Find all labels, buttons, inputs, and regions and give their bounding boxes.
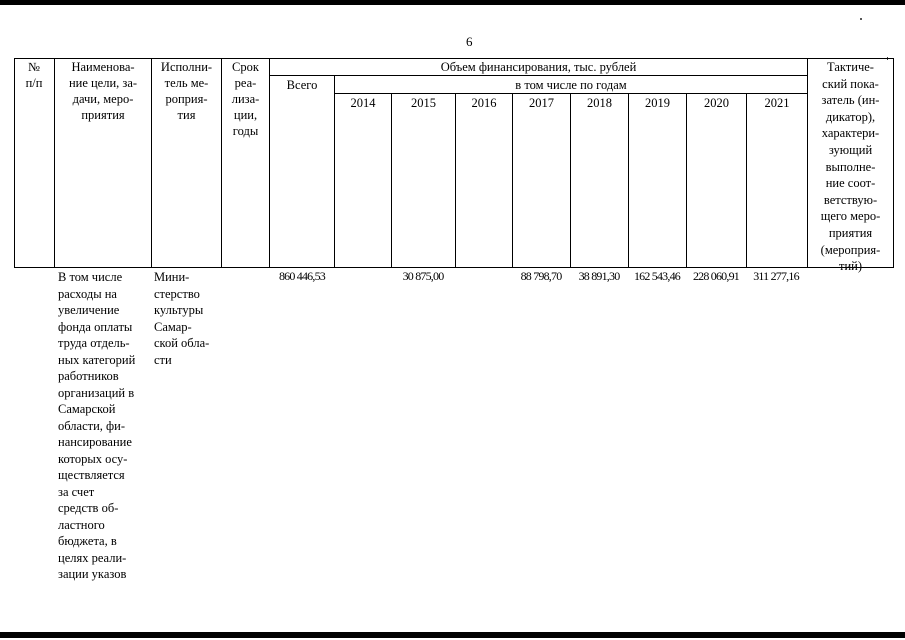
row-value-2018: 38 891,30 <box>578 269 620 283</box>
table-line-v <box>512 93 513 268</box>
table-line-v <box>628 93 629 268</box>
top-border-rule <box>0 0 905 5</box>
header-year: 2014 <box>350 96 376 110</box>
header-col-number: № п/п <box>25 60 43 90</box>
row-value-2020: 228 060,91 <box>692 269 739 283</box>
row-total: 860 446,53 <box>278 269 325 283</box>
table-line-header-bottom <box>14 267 894 268</box>
page-number: 6 <box>466 34 473 49</box>
header-financing-title: Объем финансирования, тыс. рублей <box>440 60 637 74</box>
table-line-v <box>686 93 687 268</box>
header-col-term: Срок реа- лиза- ции, годы <box>231 60 260 138</box>
header-col-indicator: Тактиче- ский пока- затель (ин- дикатор), характери- зующий выполне- ние соот- ветствую- щего меро- приятия (мероприя- тий) <box>820 60 881 274</box>
header-col-executor: Исполни- тель ме- роприя- тия <box>160 60 213 122</box>
row-value-2019: 162 543,46 <box>633 269 680 283</box>
header-year: 2020 <box>704 96 729 110</box>
row-executor: Мини- стерство культуры Самар- ской обла- сти <box>154 270 210 367</box>
header-year: 2019 <box>645 96 670 110</box>
header-col-name: Наименова- ние цели, за- дачи, меро- приятия <box>68 60 138 122</box>
scan-speck <box>860 18 862 20</box>
table-line-v <box>746 93 747 268</box>
table-line-v <box>455 93 456 268</box>
table-line-financing <box>270 75 808 76</box>
header-year: 2018 <box>587 96 612 110</box>
header-year: 2017 <box>529 96 554 110</box>
header-year: 2016 <box>471 96 497 110</box>
header-year: 2021 <box>764 96 790 110</box>
header-total: Всего <box>286 78 318 92</box>
table-line-v <box>570 93 571 268</box>
row-value-2017: 88 798,70 <box>520 269 562 283</box>
row-name: В том числе расходы на увеличение фонда оплаты труда отдель- ных категорий работников организаций в Самарской области, фи- нансирование которых осу- ществляется за счет средств об- ластного бюджета, в целях реали- зации указов <box>58 270 136 581</box>
table-line-v <box>893 58 894 268</box>
row-value-2015: 30 875,00 <box>402 269 444 283</box>
table-line-years <box>334 93 808 94</box>
header-by-years: в том числе по годам <box>515 78 627 92</box>
table-line-v <box>391 93 392 268</box>
row-value-2021: 311 277,16 <box>753 269 799 283</box>
header-year: 2015 <box>411 96 436 110</box>
bottom-border-rule <box>0 632 905 638</box>
